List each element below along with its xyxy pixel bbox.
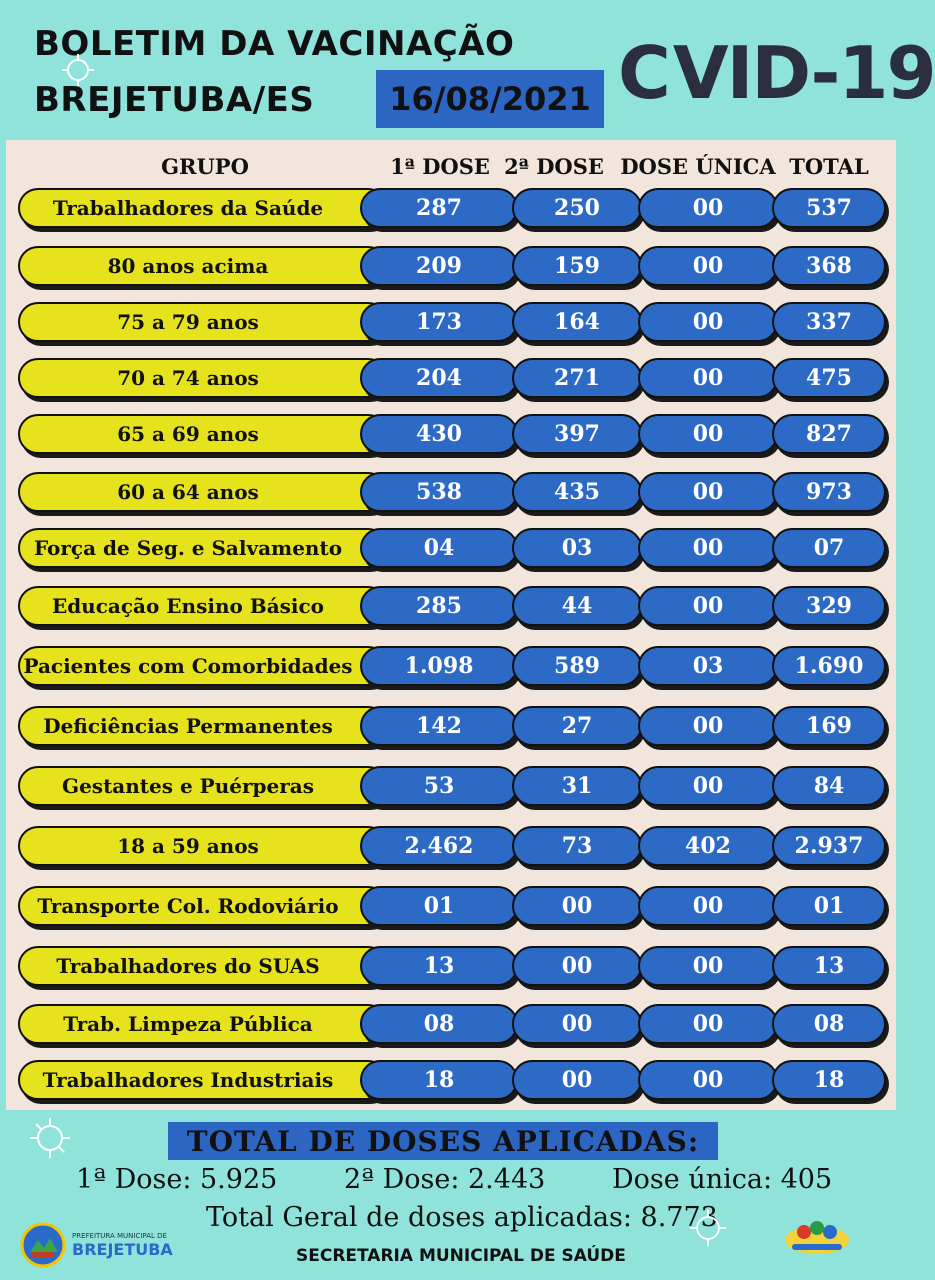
group-label: Trab. Limpeza Pública (18, 1004, 388, 1044)
total-value: 973 (772, 472, 886, 512)
column-header-total: TOTAL (789, 154, 869, 179)
group-label: Trabalhadores Industriais (18, 1060, 388, 1100)
dose2-value: 589 (512, 646, 642, 686)
single-dose-value: 00 (638, 1004, 778, 1044)
total-value: 18 (772, 1060, 886, 1100)
total-value: 475 (772, 358, 886, 398)
covid-logo-rest: VID-19 (672, 31, 935, 115)
table-row (0, 946, 904, 990)
table-row (0, 1004, 904, 1048)
group-label: Pacientes com Comorbidades (18, 646, 388, 686)
table-row (0, 302, 904, 346)
table-row (0, 472, 904, 516)
group-label: 75 a 79 anos (18, 302, 388, 342)
prefeitura-small-text: PREFEITURA MUNICIPAL DE (72, 1231, 167, 1240)
dose2-value: 250 (512, 188, 642, 228)
dose1-value: 538 (360, 472, 518, 512)
dose1-value: 13 (360, 946, 518, 986)
table-row (0, 706, 904, 750)
dose1-value: 2.462 (360, 826, 518, 866)
secretaria-label: SECRETARIA MUNICIPAL DE SAÚDE (296, 1246, 626, 1266)
dose2-value: 03 (512, 528, 642, 568)
group-label: Trabalhadores da Saúde (18, 188, 388, 228)
prefeitura-logo (20, 1222, 173, 1268)
single-dose-value: 03 (638, 646, 778, 686)
dose1-value: 285 (360, 586, 518, 626)
dose1-value: 08 (360, 1004, 518, 1044)
group-label: 65 a 69 anos (18, 414, 388, 454)
dose1-value: 204 (360, 358, 518, 398)
table-row (0, 766, 904, 810)
dose1-value: 01 (360, 886, 518, 926)
group-label: 80 anos acima (18, 246, 388, 286)
brasao-icon (20, 1222, 66, 1268)
dose1-value: 142 (360, 706, 518, 746)
dose1-value: 1.098 (360, 646, 518, 686)
group-label: Trabalhadores do SUAS (18, 946, 388, 986)
single-dose-value: 00 (638, 528, 778, 568)
table-row (0, 188, 904, 232)
single-dose-value: 00 (638, 706, 778, 746)
dose2-value: 271 (512, 358, 642, 398)
single-dose-value: 00 (638, 766, 778, 806)
covid-logo-c: C (618, 31, 669, 115)
total-value: 2.937 (772, 826, 886, 866)
dose1-value: 209 (360, 246, 518, 286)
title-line-1: BOLETIM DA VACINAÇÃO (34, 24, 515, 64)
group-label: Transporte Col. Rodoviário (18, 886, 388, 926)
dose2-value: 159 (512, 246, 642, 286)
table-row (0, 1060, 904, 1104)
municipal-anniversary-logo (782, 1212, 852, 1258)
dose2-value: 397 (512, 414, 642, 454)
dose2-value: 73 (512, 826, 642, 866)
single-dose-value: 00 (638, 1060, 778, 1100)
group-label: Gestantes e Puérperas (18, 766, 388, 806)
group-label: Força de Seg. e Salvamento (18, 528, 388, 568)
total-value: 329 (772, 586, 886, 626)
total-value: 337 (772, 302, 886, 342)
group-label: Deficiências Permanentes (18, 706, 388, 746)
single-dose-value: 00 (638, 472, 778, 512)
column-header-group: GRUPO (161, 154, 249, 179)
single-dose-value: 402 (638, 826, 778, 866)
dose2-value: 27 (512, 706, 642, 746)
table-row (0, 358, 904, 402)
bulletin-date: 16/08/2021 (376, 70, 604, 128)
single-dose-value: 00 (638, 188, 778, 228)
total-value: 84 (772, 766, 886, 806)
column-header-single-dose: DOSE ÚNICA (620, 154, 776, 179)
dose2-value: 164 (512, 302, 642, 342)
dose1-value: 430 (360, 414, 518, 454)
total-value: 169 (772, 706, 886, 746)
dose2-value: 31 (512, 766, 642, 806)
table-row (0, 586, 904, 630)
dose1-value: 287 (360, 188, 518, 228)
single-dose-value: 00 (638, 946, 778, 986)
group-label: 18 a 59 anos (18, 826, 388, 866)
total-value: 13 (772, 946, 886, 986)
virus-outline-icon (60, 52, 96, 88)
dose2-value: 44 (512, 586, 642, 626)
table-row (0, 886, 904, 930)
total-value: 827 (772, 414, 886, 454)
table-row (0, 246, 904, 290)
total-dose2: 2ª Dose: 2.443 (344, 1164, 546, 1195)
total-value: 08 (772, 1004, 886, 1044)
table-row (0, 646, 904, 690)
single-dose-value: 00 (638, 586, 778, 626)
column-header-dose2: 2ª DOSE (504, 154, 604, 179)
single-dose-value: 00 (638, 358, 778, 398)
covid-19-logo (618, 28, 935, 118)
virus-outline-icon (28, 1116, 72, 1160)
single-dose-value: 00 (638, 414, 778, 454)
total-single-dose: Dose única: 405 (612, 1164, 833, 1195)
dose2-value: 435 (512, 472, 642, 512)
total-dose1: 1ª Dose: 5.925 (76, 1164, 278, 1195)
single-dose-value: 00 (638, 886, 778, 926)
group-label: Educação Ensino Básico (18, 586, 388, 626)
dose1-value: 04 (360, 528, 518, 568)
total-grand: Total Geral de doses aplicadas: 8.773 (206, 1202, 718, 1233)
dose1-value: 173 (360, 302, 518, 342)
group-label: 70 a 74 anos (18, 358, 388, 398)
title-line-2: BREJETUBA/ES (34, 80, 315, 120)
dose1-value: 18 (360, 1060, 518, 1100)
group-label: 60 a 64 anos (18, 472, 388, 512)
dose2-value: 00 (512, 946, 642, 986)
dose1-value: 53 (360, 766, 518, 806)
totals-title: TOTAL DE DOSES APLICADAS: (168, 1122, 718, 1160)
single-dose-value: 00 (638, 302, 778, 342)
column-header-dose1: 1ª DOSE (390, 154, 490, 179)
virus-outline-icon (688, 1208, 728, 1248)
total-value: 368 (772, 246, 886, 286)
dose2-value: 00 (512, 886, 642, 926)
single-dose-value: 00 (638, 246, 778, 286)
table-row (0, 414, 904, 458)
dose2-value: 00 (512, 1004, 642, 1044)
total-value: 537 (772, 188, 886, 228)
prefeitura-name: BREJETUBA (72, 1239, 173, 1259)
dose2-value: 00 (512, 1060, 642, 1100)
total-value: 01 (772, 886, 886, 926)
table-row (0, 528, 904, 572)
table-row (0, 826, 904, 870)
total-value: 1.690 (772, 646, 886, 686)
total-value: 07 (772, 528, 886, 568)
